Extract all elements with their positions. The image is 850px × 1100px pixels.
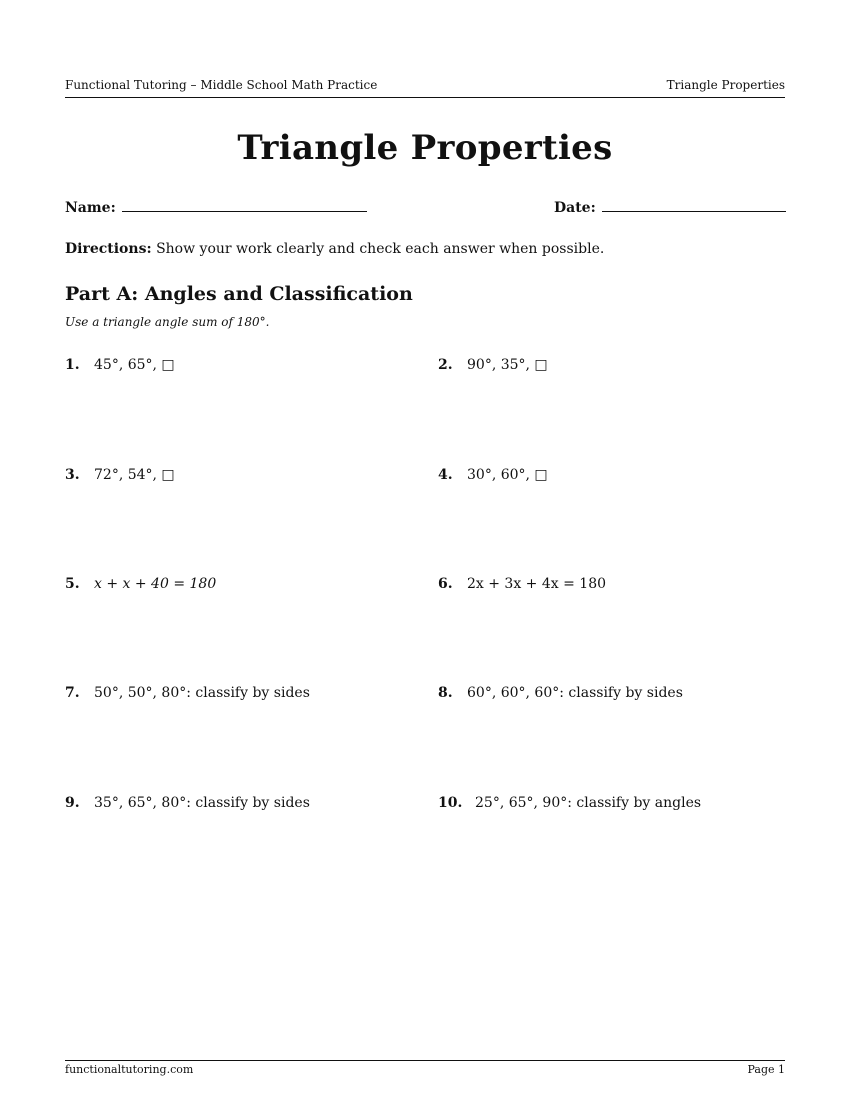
problem-text: 2x + 3x + 4x = 180: [467, 576, 607, 592]
header-divider: [65, 97, 785, 98]
page-title: Triangle Properties: [237, 128, 613, 168]
problem-number: 5.: [65, 576, 80, 592]
problem-3: [65, 467, 175, 483]
section-title: Part A: Angles and Classification: [65, 283, 413, 305]
problem-number: 10.: [438, 795, 463, 811]
footer-site-link[interactable]: functionaltutoring.com: [65, 1063, 194, 1076]
problem-text: 45°, 65°, □: [94, 357, 175, 373]
problem-number: 6.: [438, 576, 453, 592]
date-field: [554, 198, 786, 216]
problem-number: 8.: [438, 685, 453, 701]
directions: [65, 241, 604, 257]
directions-text: Show your work clearly and check each answer when possible.: [151, 241, 605, 257]
date-label: Date:: [554, 200, 596, 216]
problem-text: x + x + 40 = 180: [94, 576, 217, 592]
problem-text: 72°, 54°, □: [94, 467, 175, 483]
problem-6: [438, 576, 606, 592]
problem-number: 7.: [65, 685, 80, 701]
problem-8: [438, 685, 683, 701]
footer-divider: [65, 1060, 785, 1061]
problem-2: [438, 357, 548, 373]
problem-text: 25°, 65°, 90°: classify by angles: [475, 795, 702, 811]
problem-10: [438, 795, 701, 811]
problem-4: [438, 467, 548, 483]
problem-number: 4.: [438, 467, 453, 483]
problem-7: [65, 685, 310, 701]
running-footer: [65, 1063, 785, 1076]
problem-text: 50°, 50°, 80°: classify by sides: [94, 685, 310, 701]
name-label: Name:: [65, 200, 116, 216]
name-field: [65, 198, 367, 216]
problem-text: 90°, 35°, □: [467, 357, 548, 373]
problem-9: [65, 795, 310, 811]
problem-number: 3.: [65, 467, 80, 483]
problem-1: [65, 357, 175, 373]
name-blank-line[interactable]: [122, 198, 367, 212]
page-number: Page 1: [747, 1063, 785, 1076]
problem-number: 2.: [438, 357, 453, 373]
directions-label: Directions:: [65, 241, 152, 257]
problem-text: 60°, 60°, 60°: classify by sides: [467, 685, 683, 701]
problem-number: 9.: [65, 795, 80, 811]
problem-number: 1.: [65, 357, 80, 373]
date-blank-line[interactable]: [602, 198, 786, 212]
problem-5: [65, 576, 216, 592]
problem-text: 30°, 60°, □: [467, 467, 548, 483]
header-left-text: Functional Tutoring – Middle School Math Practice: [65, 78, 378, 92]
running-header: [65, 78, 785, 92]
problem-text: 35°, 65°, 80°: classify by sides: [94, 795, 310, 811]
header-right-text: Triangle Properties: [666, 78, 785, 92]
section-note: Use a triangle angle sum of 180°.: [65, 315, 270, 329]
